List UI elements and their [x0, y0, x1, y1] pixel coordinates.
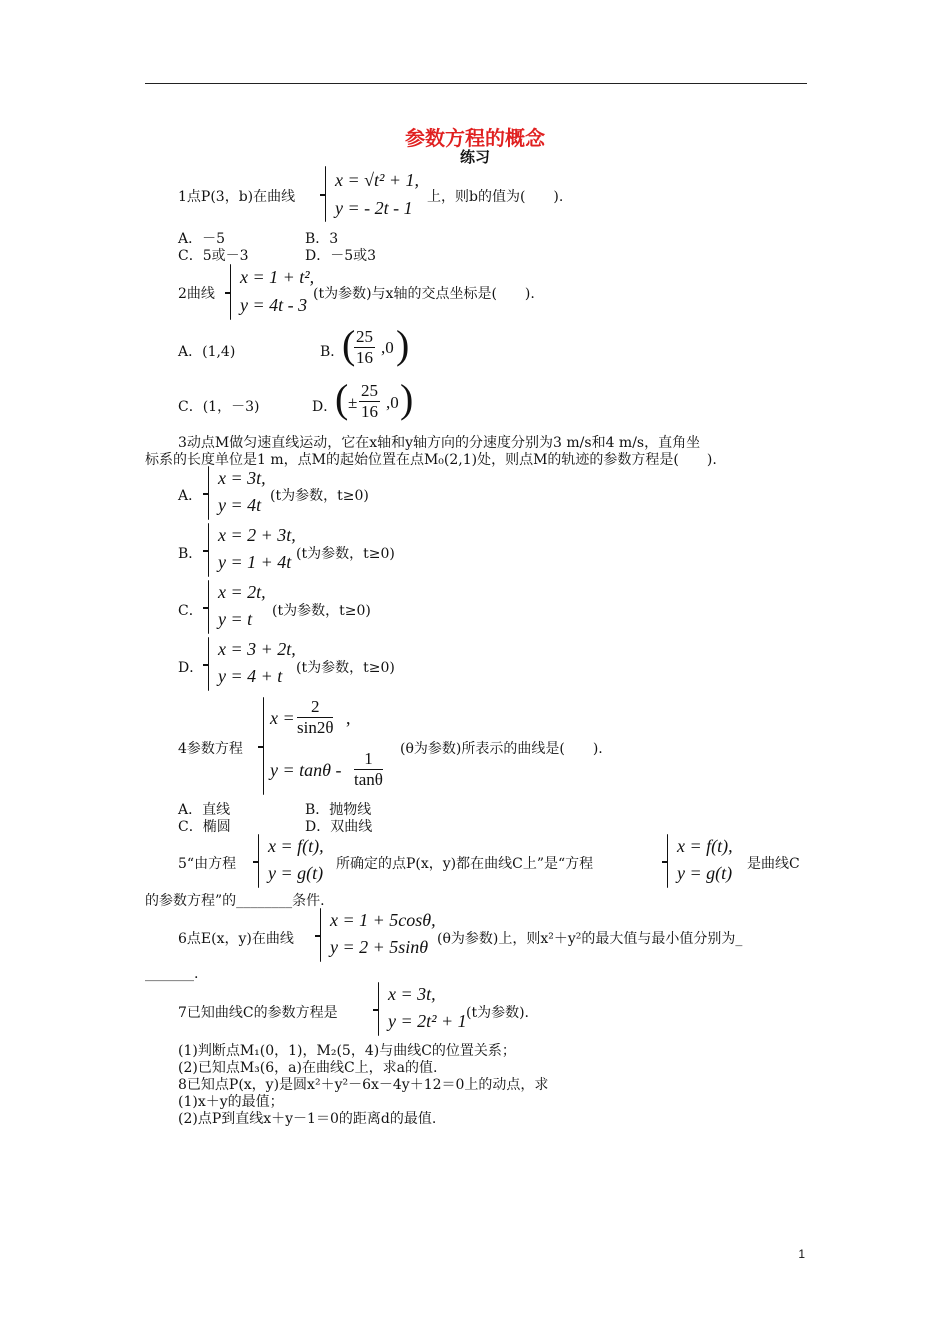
q3-option-b-note: (t为参数，t≥0)	[296, 546, 395, 562]
q3-option-b-eq1: x = 2 + 3t,	[218, 525, 296, 545]
q6-eq1: x = 1 + 5cosθ,	[330, 910, 436, 930]
q4-eq1-right: ,	[346, 708, 351, 728]
q7-lead: 7已知曲线C的参数方程是	[178, 1005, 338, 1021]
q5-eq4: y = g(t)	[677, 863, 733, 883]
q7-eq2: y = 2t² + 1	[388, 1011, 467, 1031]
q3-option-c-eq2: y = t	[218, 609, 253, 629]
q3-line1: 3动点M做匀速直线运动，它在x轴和y轴方向的分速度分别为3 m/s和4 m/s，直角坐	[178, 435, 701, 451]
q2-option-b-rparen: )	[396, 322, 410, 367]
q2-tail: (t为参数)与x轴的交点坐标是( ).	[313, 286, 535, 302]
q3-option-a-eq1: x = 3t,	[218, 468, 266, 488]
q2-option-b-label: B．	[320, 344, 345, 360]
q4-eq1-left: x =	[270, 708, 295, 728]
q7-sub2: (2)已知点M₃(6，a)在曲线C上，求a的值.	[178, 1060, 438, 1076]
q6-eq2: y = 2 + 5sinθ	[330, 937, 429, 957]
q7-sub1: (1)判断点M₁(0，1)，M₂(5，4)与曲线C的位置关系；	[178, 1043, 516, 1059]
q5-eq3: x = f(t),	[677, 836, 733, 856]
q4-eq2-fraction: $\frac{1}{\tan\theta}$	[354, 749, 383, 789]
q1-option-d: D．－5或3	[305, 248, 377, 264]
q8-sub1: (1)x＋y的最值；	[178, 1094, 284, 1110]
q4-eq1-fraction: $\frac{2}{\sin 2\theta}$	[297, 697, 334, 737]
q3-option-c-label: C．	[178, 603, 203, 619]
q3-option-d-note: (t为参数，t≥0)	[296, 660, 395, 676]
q8-sub2: (2)点P到直线x＋y－1＝0的距离d的最值.	[178, 1111, 437, 1127]
page-number: 1	[798, 1247, 805, 1261]
q4-option-d: D．双曲线	[305, 819, 373, 835]
q5-tail: 是曲线C	[747, 856, 800, 872]
q2-option-d-fraction: $\frac{25}{16}$	[361, 381, 378, 421]
q2-eq2: y = 4t - 3	[240, 295, 308, 315]
q3-option-c-eq1: x = 2t,	[218, 582, 266, 602]
q5-mid: 所确定的点P(x，y)都在曲线C上”是“方程	[336, 856, 594, 872]
page-title: 参数方程的概念	[405, 126, 545, 150]
q1-eq2: y = - 2t - 1	[335, 198, 413, 218]
page-subtitle: 练习	[459, 148, 490, 166]
q3-option-c-note: (t为参数，t≥0)	[272, 603, 371, 619]
q2-option-a: A．(1,4)	[178, 344, 236, 360]
q1-tail: 上，则b的值为( ).	[427, 189, 564, 205]
q5-lead: 5“由方程	[178, 856, 237, 872]
q3-option-a-note: (t为参数，t≥0)	[270, 488, 369, 504]
q1-option-b: B．3	[305, 231, 339, 247]
q5-line2: 的参数方程”的________条件.	[145, 893, 325, 909]
q4-tail: (θ为参数)所表示的曲线是( ).	[400, 741, 603, 757]
q2-option-b-rest: ,0	[381, 338, 394, 357]
header-rule	[145, 83, 807, 84]
q2-option-c: C．(1，－3)	[178, 399, 260, 415]
q5-eq2: y = g(t)	[268, 863, 324, 883]
q2-option-d-rparen: )	[400, 376, 414, 421]
q3-option-d-eq2: y = 4 + t	[218, 666, 283, 686]
q2-option-d-rest: ,0	[386, 393, 399, 412]
q3-line2: 标系的长度单位是1 m，点M的起始位置在点M₀(2,1)处，则点M的轨迹的参数方程是( ).	[145, 452, 717, 468]
q6-line2: _______.	[145, 966, 199, 982]
q3-option-b-eq2: y = 1 + 4t	[218, 552, 292, 572]
q7-tail: (t为参数).	[466, 1005, 529, 1021]
q3-option-b-label: B．	[178, 546, 203, 562]
q3-option-d-label: D．	[178, 660, 204, 676]
q6-tail: (θ为参数)上，则x²＋y²的最大值与最小值分别为_	[437, 931, 743, 947]
q1-eq1: x = √t² + 1,	[335, 170, 420, 190]
q1-lead: 1点P(3，b)在曲线	[178, 189, 296, 205]
q2-option-b-lparen: (	[342, 322, 356, 367]
q4-option-a: A．直线	[178, 802, 231, 818]
q2-lead: 2曲线	[178, 286, 215, 302]
q4-option-c: C．椭圆	[178, 819, 231, 835]
q1-option-a: A．－5	[178, 231, 226, 247]
q2-eq1: x = 1 + t²,	[240, 267, 315, 287]
q5-eq1: x = f(t),	[268, 836, 324, 856]
q2-option-d-pm: ±	[348, 393, 358, 412]
q4-option-b: B．抛物线	[305, 802, 372, 818]
q2-option-b-fraction: $\frac{25}{16}$	[356, 327, 373, 367]
q6-lead: 6点E(x，y)在曲线	[178, 931, 294, 947]
q3-option-d-eq1: x = 3 + 2t,	[218, 639, 296, 659]
q2-option-d-lparen: (	[335, 376, 349, 421]
q2-option-d-label: D．	[312, 399, 338, 415]
q4-eq2-left: y = tanθ -	[270, 760, 342, 780]
q3-option-a-label: A．	[178, 488, 203, 504]
q1-option-c: C．5或－3	[178, 248, 249, 264]
q4-lead: 4参数方程	[178, 741, 243, 757]
q7-eq1: x = 3t,	[388, 984, 436, 1004]
q8-lead: 8已知点P(x，y)是圆x²＋y²－6x－4y＋12＝0上的动点，求	[178, 1077, 549, 1093]
q3-option-a-eq2: y = 4t	[218, 495, 262, 515]
